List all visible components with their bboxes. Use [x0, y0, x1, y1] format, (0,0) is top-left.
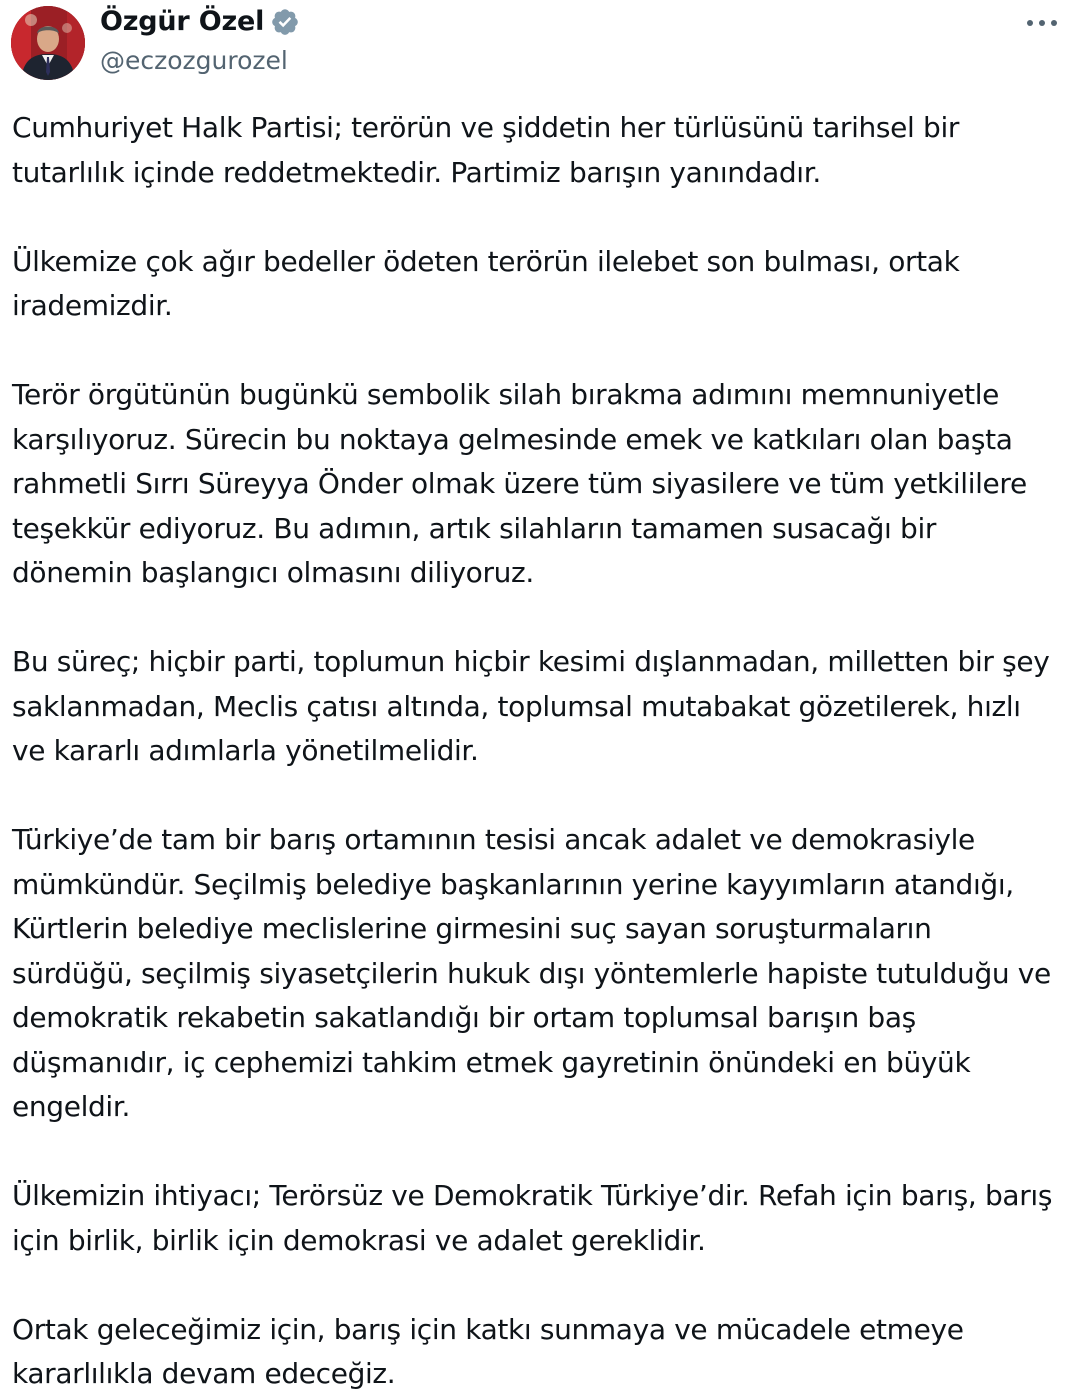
author-display-name[interactable]: Özgür Özel: [100, 6, 265, 37]
profile-photo: [11, 6, 85, 80]
author-handle[interactable]: @eczozgurozel: [100, 46, 288, 75]
avatar[interactable]: [11, 6, 85, 80]
author-name-row[interactable]: [100, 5, 300, 39]
verified-badge-icon: [270, 7, 300, 37]
tweet-paragraph: Cumhuriyet Halk Partisi; terörün ve şiddetin her türlüsünü tarihsel bir tutarlılık içinde reddetmektedir. Partimiz barışın yanındadır.: [12, 111, 960, 189]
tweet-paragraph: Ülkemize çok ağır bedeller ödeten terörün ilelebet son bulması, ortak irademizdir.: [12, 244, 960, 322]
tweet-paragraph: Ortak geleceğimiz için, barış için katkı sunmaya ve mücadele etmeye kararlılıkla devam edeceğiz.: [12, 1312, 964, 1390]
tweet-paragraph: Bu süreç; hiçbir parti, toplumun hiçbir kesimi dışlanmadan, milletten bir şey saklanmadan, Meclis çatısı altında, toplumsal mutabakat gözetilerek, hızlı ve kararlı adımlarla yönetilmelidir.: [12, 645, 1050, 767]
tweet-header: [0, 0, 1080, 90]
tweet-paragraph: Ülkemizin ihtiyacı; Terörsüz ve Demokratik Türkiye’dir. Refah için barış, barış için birlik, birlik için demokrasi ve adalet gereklidir.: [12, 1179, 1053, 1257]
tweet-paragraph: Terör örgütünün bugünkü sembolik silah bırakma adımını memnuniyetle karşılıyoruz. Sürecin bu noktaya gelmesinde emek ve katkıları olan başta rahmetli Sırrı Süreyya Önder olmak üzere tüm siyasilere ve tüm yetkililere teşekkür ediyoruz. Bu adımın, artık silahların tamamen susacağı bir dönemin başlangıcı olmasını diliyoruz.: [12, 378, 1027, 589]
tweet-text: [12, 106, 1072, 1397]
more-options-icon[interactable]: [1022, 6, 1062, 40]
tweet-paragraph: Türkiye’de tam bir barış ortamının tesisi ancak adalet ve demokrasiyle mümkündür. Seçilmiş belediye başkanlarının yerine kayyımların atandığı, Kürtlerin belediye meclislerine girmesini suç sayan soruşturmaların sürdüğü, seçilmiş siyasetçilerin hukuk dışı yöntemlerle hapiste tutulduğu ve demokratik rekabetin sakatlandığı bir ortam toplumsal barışın baş düşmanıdır, iç cephemizi tahkim etmek gayretinin önündeki en büyük engeldir.: [12, 823, 1051, 1123]
